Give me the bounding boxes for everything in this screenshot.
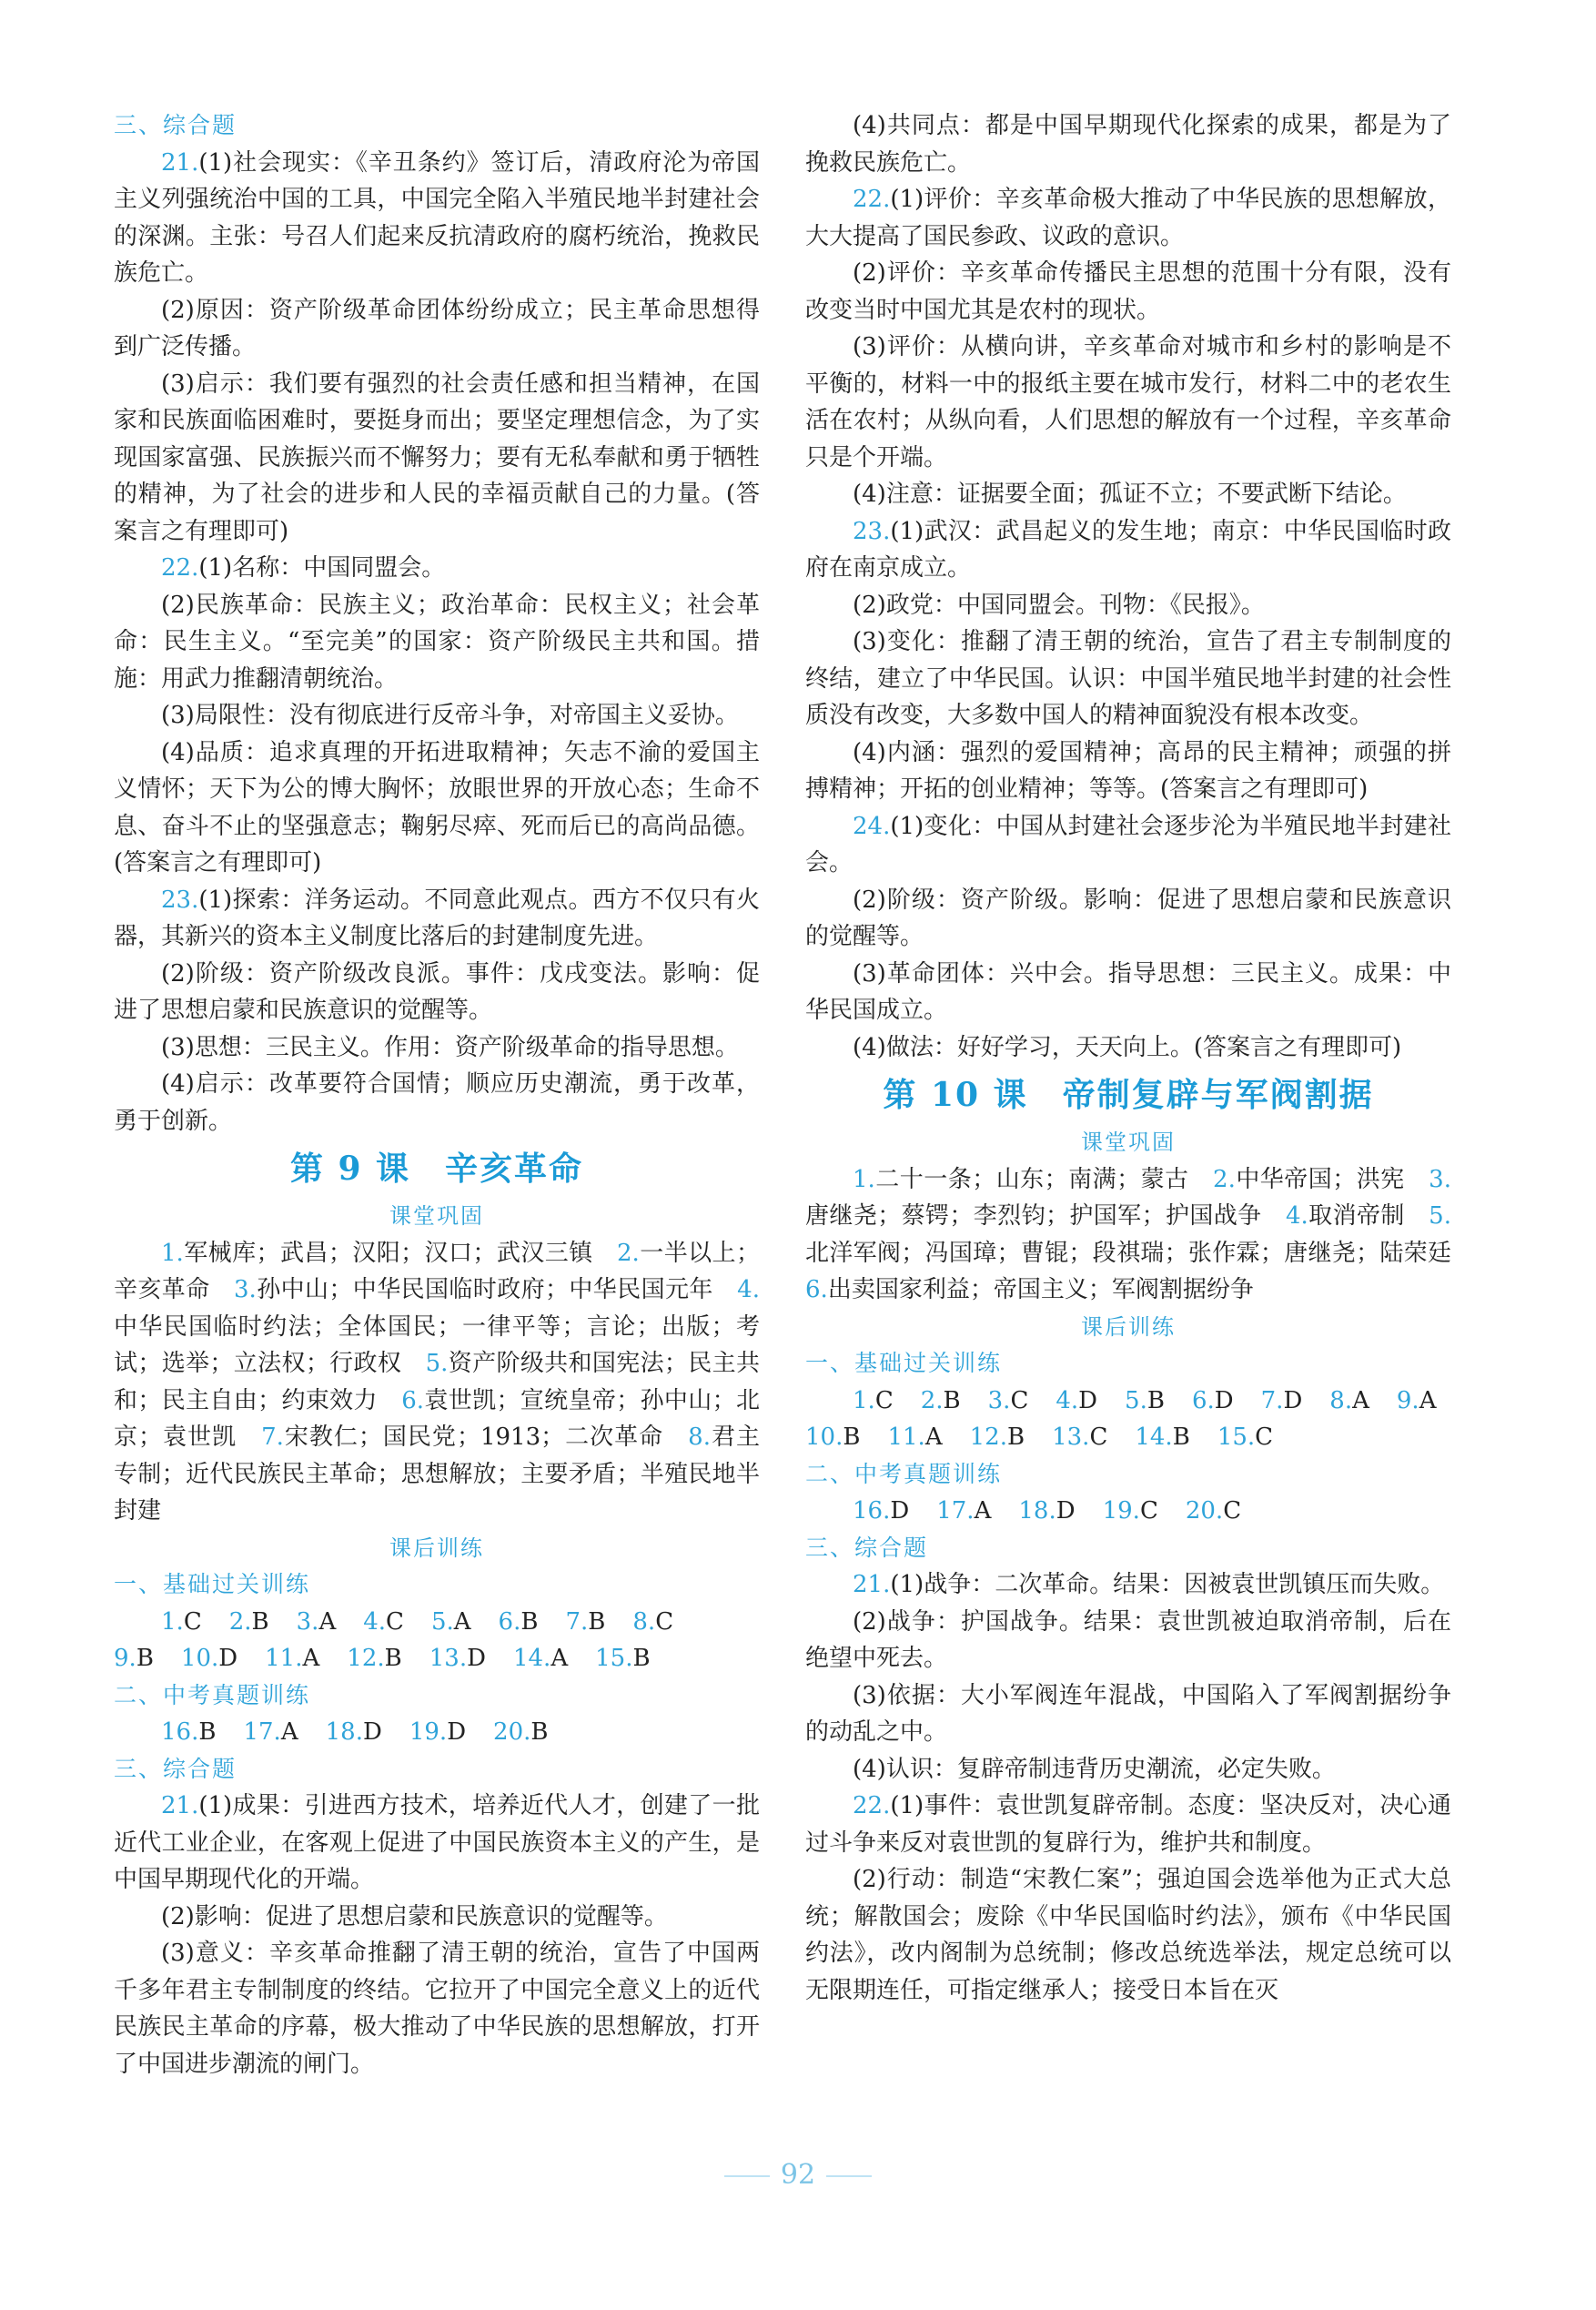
question-number: 24.: [853, 812, 891, 840]
answer-paragraph: (3)局限性：没有彻底进行反帝斗争，对帝国主义妥协。: [161, 702, 739, 729]
mcq-answer-row: 16.B 17.A 18.D 19.D 20.B: [161, 1718, 549, 1746]
answer-paragraph: (4)注意：证据要全面；孤证不立；不要武断下结论。: [853, 481, 1407, 508]
section-heading: 三、综合题: [114, 1755, 237, 1782]
right-column: [805, 107, 1476, 2009]
answer-paragraph: (3)思想：三民主义。作用：资产阶级革命的指导思想。: [161, 1033, 739, 1061]
question-number: 23.: [161, 886, 199, 914]
section-heading: 一、基础过关训练: [114, 1571, 311, 1597]
answer-paragraph: 21.(1)战争：二次革命。结果：因被袁世凯镇压而失败。: [853, 1571, 1445, 1598]
answer-paragraph: (4)共同点：都是中国早期现代化探索的成果，都是为了挽救民族危亡。: [805, 112, 1451, 177]
fill-in-answers: 1.军械库；武昌；汉阳；汉口；武汉三镇 2.一半以上；辛亥革命 3.孙中山；中华民国临时政府；中华民国元年 4.中华民国临时约法；全体国民；一律平等；言论；出版；考试；选举；立法权；行政权 5.资产阶级共和国宪法；民主共和；民主自由；约束效力 6.袁世凯；宣统皇帝；孙中山；北京；袁世凯 7.宋教仁；国民党；1913；二次革命 8.君主专制；近代民族民主革命；思想解放；主要矛盾；半殖民地半封建: [114, 1239, 760, 1525]
mcq-answer-row: 9.B 10.D 11.A 12.B 13.D 14.A 15.B: [114, 1645, 651, 1672]
mcq-answer-row: 10.B 11.A 12.B 13.C 14.B 15.C: [805, 1423, 1274, 1451]
fill-in-answers: 1.二十一条；山东；南满；蒙古 2.中华帝国；洪宪 3.唐继尧；蔡锷；李烈钧；护国军；护国战争 4.取消帝制 5.北洋军阀；冯国璋；曹锟；段祺瑞；张作霖；唐继尧；陆荣廷 6.出卖国家利益；帝国主义；军阀割据纷争: [805, 1165, 1476, 1303]
answer-paragraph: 23.(1)探索：洋务运动。不同意此观点。西方不仅只有火器，其新兴的资本主义制度比落后的封建制度先进。: [114, 886, 760, 950]
lesson-title: 第 10 课 帝制复辟与军阀割据: [883, 1076, 1374, 1114]
left-column: [114, 107, 760, 2082]
answer-paragraph: (2)阶级：资产阶级改良派。事件：戊戌变法。影响：促进了思想启蒙和民族意识的觉醒等。: [114, 959, 760, 1024]
mcq-answer-row: 16.D 17.A 18.D 19.C 20.C: [853, 1497, 1242, 1525]
section-heading: 三、综合题: [805, 1534, 929, 1561]
lesson-title: 第 9 课 辛亥革命: [289, 1150, 584, 1188]
answer-paragraph: (3)变化：推翻了清王朝的统治，宣告了君主专制制度的终结，建立了中华民国。认识：中国半殖民地半封建的社会性质没有改变，大多数中国人的精神面貌没有根本改变。: [805, 628, 1451, 729]
answer-paragraph: (4)品质：追求真理的开拓进取精神；矢志不渝的爱国主义情怀；天下为公的博大胸怀；放眼世界的开放心态；生命不息、奋斗不止的坚强意志；鞠躬尽瘁、死而后已的高尚品德。(答案言之有理即可): [114, 738, 760, 876]
answer-paragraph: (4)内涵：强烈的爱国精神；高昂的民主精神；顽强的拼搏精神；开拓的创业精神；等等。(答案言之有理即可): [805, 738, 1451, 803]
page-number-dash-right: [826, 2175, 872, 2177]
section-heading: 二、中考真题训练: [114, 1681, 311, 1708]
page-number: 92: [0, 2159, 1596, 2191]
answer-paragraph: (4)认识：复辟帝制违背历史潮流，必定失败。: [853, 1755, 1336, 1783]
mcq-answer-row: 1.C 2.B 3.A 4.C 5.A 6.B 7.B 8.C: [161, 1607, 674, 1636]
answer-paragraph: (4)做法：好好学习，天天向上。(答案言之有理即可): [853, 1033, 1402, 1061]
answer-paragraph: (2)原因：资产阶级革命团体纷纷成立；民主革命思想得到广泛传播。: [114, 296, 760, 360]
question-number: 21.: [161, 1792, 199, 1819]
answer-paragraph: 24.(1)变化：中国从封建社会逐步沦为半殖民地半封建社会。: [805, 812, 1451, 876]
answer-paragraph: (2)行动：制造“宋教仁案”；强迫国会选举他为正式大总统；解散国会；废除《中华民国临时约法》，颁布《中华民国约法》，改内阁制为总统制；修改总统选举法，规定总统可以无限期连任，可指定继承人；接受日本旨在灭: [805, 1866, 1451, 2004]
answer-paragraph: 22.(1)事件：袁世凯复辟帝制。态度：坚决反对，决心通过斗争来反对袁世凯的复辟行为，维护共和制度。: [805, 1792, 1451, 1857]
question-number: 21.: [853, 1571, 891, 1598]
subsection-heading: 课堂巩固: [1081, 1130, 1176, 1155]
answer-paragraph: (4)启示：改革要符合国情；顺应历史潮流，勇于改革，勇于创新。: [114, 1070, 760, 1135]
subsection-heading: 课后训练: [1081, 1313, 1176, 1340]
answer-paragraph: (3)启示：我们要有强烈的社会责任感和担当精神，在国家和民族面临困难时，要挺身而出；要坚定理想信念，为了实现国家富强、民族振兴而不懈努力；要有无私奉献和勇于牺牲的精神，为了社会的进步和人民的幸福贡献自己的力量。(答案言之有理即可): [114, 370, 760, 545]
question-number: 22.: [853, 186, 891, 213]
answer-paragraph: (2)民族革命：民族主义；政治革命：民权主义；社会革命：民生主义。“至完美”的国家：资产阶级民主共和国。措施：用武力推翻清朝统治。: [114, 591, 760, 693]
answer-paragraph: 21.(1)社会现实：《辛丑条约》签订后，清政府沦为帝国主义列强统治中国的工具，中国完全陷入半殖民地半封建社会的深渊。主张：号召人们起来反抗清政府的腐朽统治，挽救民族危亡。: [114, 148, 760, 287]
question-number: 23.: [853, 517, 891, 545]
answer-paragraph: (2)阶级：资产阶级。影响：促进了思想启蒙和民族意识的觉醒等。: [805, 886, 1451, 950]
answer-paragraph: 22.(1)评价：辛亥革命极大推动了中华民族的思想解放，大大提高了国民参政、议政的意识。: [805, 186, 1451, 250]
answer-paragraph: (3)依据：大小军阀连年混战，中国陷入了军阀割据纷争的动乱之中。: [805, 1681, 1451, 1746]
answer-paragraph: (2)政党：中国同盟会。刊物：《民报》。: [853, 591, 1265, 619]
answer-paragraph: (2)战争：护国战争。结果：袁世凯被迫取消帝制，后在绝望中死去。: [805, 1607, 1451, 1672]
question-number: 22.: [161, 554, 199, 582]
answer-paragraph: (2)影响：促进了思想启蒙和民族意识的觉醒等。: [161, 1902, 668, 1930]
mcq-answer-row: 1.C 2.B 3.C 4.D 5.B 6.D 7.D 8.A 9.A: [853, 1386, 1437, 1414]
section-heading: 二、中考真题训练: [805, 1460, 1003, 1487]
answer-paragraph: (3)革命团体：兴中会。指导思想：三民主义。成果：中华民国成立。: [805, 959, 1451, 1024]
answer-paragraph: 23.(1)武汉：武昌起义的发生地；南京：中华民国临时政府在南京成立。: [805, 517, 1451, 582]
section-heading: 三、综合题: [114, 112, 237, 138]
answer-paragraph: 21.(1)成果：引进西方技术，培养近代人才，创建了一批近代工业企业，在客观上促进了中国民族资本主义的产生，是中国早期现代化的开端。: [114, 1792, 760, 1893]
section-heading: 一、基础过关训练: [805, 1350, 1003, 1376]
question-number: 22.: [853, 1792, 891, 1819]
subsection-heading: 课后训练: [389, 1535, 484, 1561]
answer-paragraph: 22.(1)名称：中国同盟会。: [161, 554, 446, 582]
question-number: 21.: [161, 148, 199, 177]
answer-paragraph: (3)意义：辛亥革命推翻了清王朝的统治，宣告了中国两千多年君主专制制度的终结。它拉开了中国完全意义上的近代民族民主革命的序幕，极大推动了中华民族的思想解放，打开了中国进步潮流的闸门。: [114, 1940, 760, 2078]
answer-paragraph: (2)评价：辛亥革命传播民主思想的范围十分有限，没有改变当时中国尤其是农村的现状。: [805, 259, 1451, 324]
subsection-heading: 课堂巩固: [389, 1203, 484, 1229]
answer-paragraph: (3)评价：从横向讲，辛亥革命对城市和乡村的影响是不平衡的，材料一中的报纸主要在城市发行，材料二中的老农生活在农村；从纵向看，人们思想的解放有一个过程，辛亥革命只是个开端。: [805, 333, 1451, 471]
page-number-dash-left: [724, 2175, 770, 2177]
